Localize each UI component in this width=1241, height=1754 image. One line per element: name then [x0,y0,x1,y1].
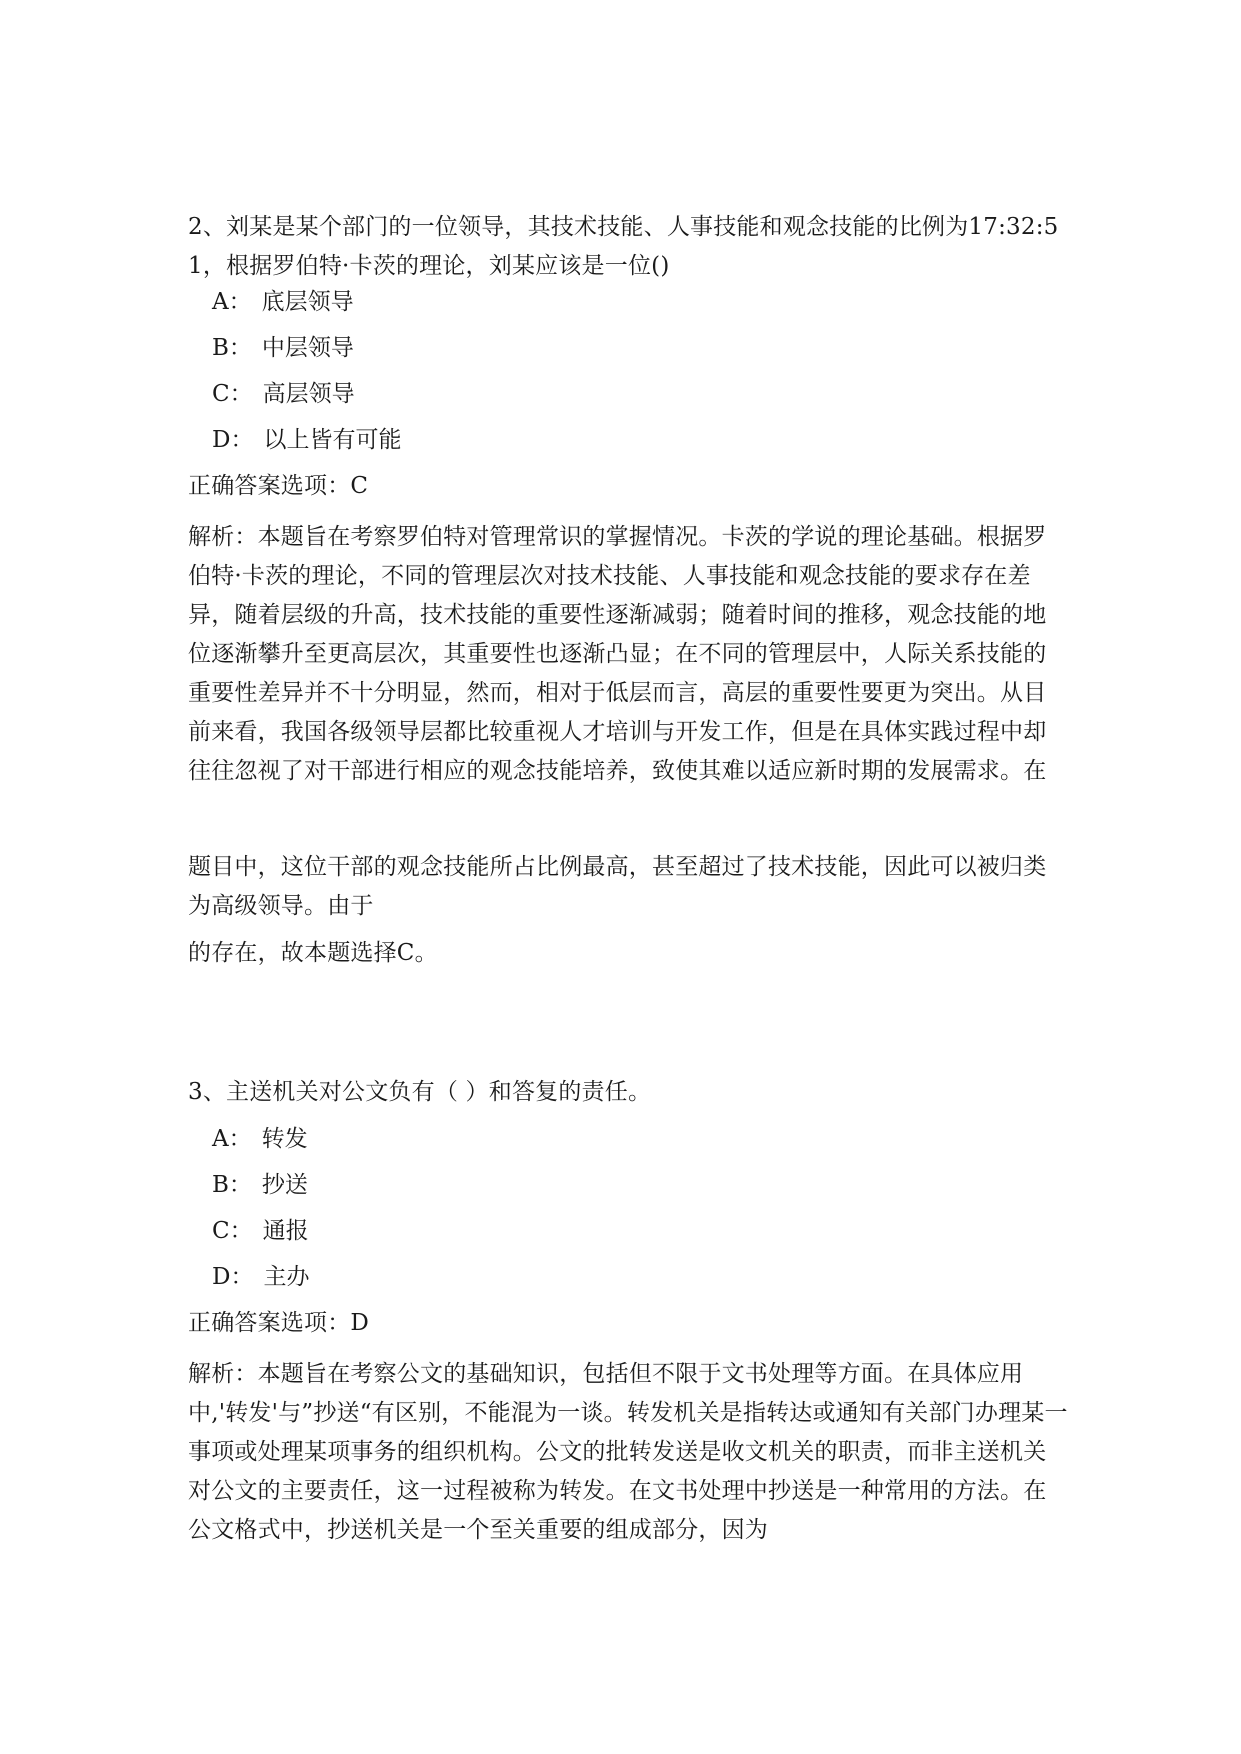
question-2-analysis: 解析：本题旨在考察罗伯特对管理常识的掌握情况。卡茨的学说的理论基础。根据罗伯特·卡茨的理论，不同的管理层次对技术技能、人事技能和观念技能的要求存在差异，随着层级的升高，技术技能的重要性逐渐减弱；随着时间的推移，观念技能的地位逐渐攀升至更高层次，其重要性也逐渐凸显；在不同的管理层中，人际关系技能的重要性差异并不十分明显，然而，相对于低层而言，高层的重要性要更为突出。从目前来看，我国各级领导层都比较重视人才培训与开发工作，但是在具体实践过程中却往往忽视了对干部进行相应的观念技能培养，致使其难以适应新时期的发展需求。在 [188,524,1047,784]
question-3-option-b [212,1166,308,1205]
option-text: 高层领导 [262,381,355,407]
question-2-analysis-conclusion: 的存在，故本题选择C。 [188,940,438,966]
option-separator: ： [228,1172,252,1198]
question-2-option-b [212,329,354,368]
option-letter: D [212,1264,231,1290]
option-text: 主办 [263,1264,310,1290]
option-text: 抄送 [261,1172,308,1198]
option-letter: C [212,1218,230,1244]
question-2-option-d [212,421,401,460]
question-2-answer: 正确答案选项：C [188,473,369,499]
option-letter: A [212,289,229,315]
option-separator: ： [230,427,254,453]
option-letter: A [212,1126,229,1152]
option-text: 中层领导 [261,335,354,361]
option-letter: C [212,381,230,407]
question-3-stem: 3、主送机关对公文负有（ ）和答复的责任。 [188,1079,652,1105]
option-text: 底层领导 [261,289,354,315]
question-2-option-c [212,375,355,414]
option-separator: ： [228,289,252,315]
question-2-stem: 2、刘某是某个部门的一位领导，其技术技能、人事技能和观念技能的比例为17:32:51，根据罗伯特·卡茨的理论，刘某应该是一位() [188,214,1059,279]
option-separator: ： [229,1218,253,1244]
question-3-option-a [212,1120,308,1159]
option-text: 通报 [262,1218,309,1244]
question-3-option-c [212,1212,309,1251]
question-3-option-d [212,1258,309,1297]
option-separator: ： [228,335,252,361]
option-letter: B [212,1172,229,1198]
option-letter: B [212,335,229,361]
option-separator: ： [228,1126,252,1152]
option-text: 以上皆有可能 [263,427,402,453]
question-2-analysis-continued: 题目中，这位干部的观念技能所占比例最高，甚至超过了技术技能，因此可以被归类为高级领导。由于 [188,854,1047,919]
option-text: 转发 [261,1126,308,1152]
question-2-option-a [212,283,354,322]
option-letter: D [212,427,231,453]
option-separator: ： [229,381,253,407]
option-separator: ： [230,1264,254,1290]
question-3-analysis: 解析：本题旨在考察公文的基础知识，包括但不限于文书处理等方面。在具体应用中,'转发'与”抄送“有区别，不能混为一谈。转发机关是指转达或通知有关部门办理某一事项或处理某项事务的组织机构。公文的批转发送是收文机关的职责，而非主送机关对公文的主要责任，这一过程被称为转发。在文书处理中抄送是一种常用的方法。在公文格式中，抄送机关是一个至关重要的组成部分，因为 [188,1361,1068,1543]
question-3-answer: 正确答案选项：D [188,1310,370,1336]
